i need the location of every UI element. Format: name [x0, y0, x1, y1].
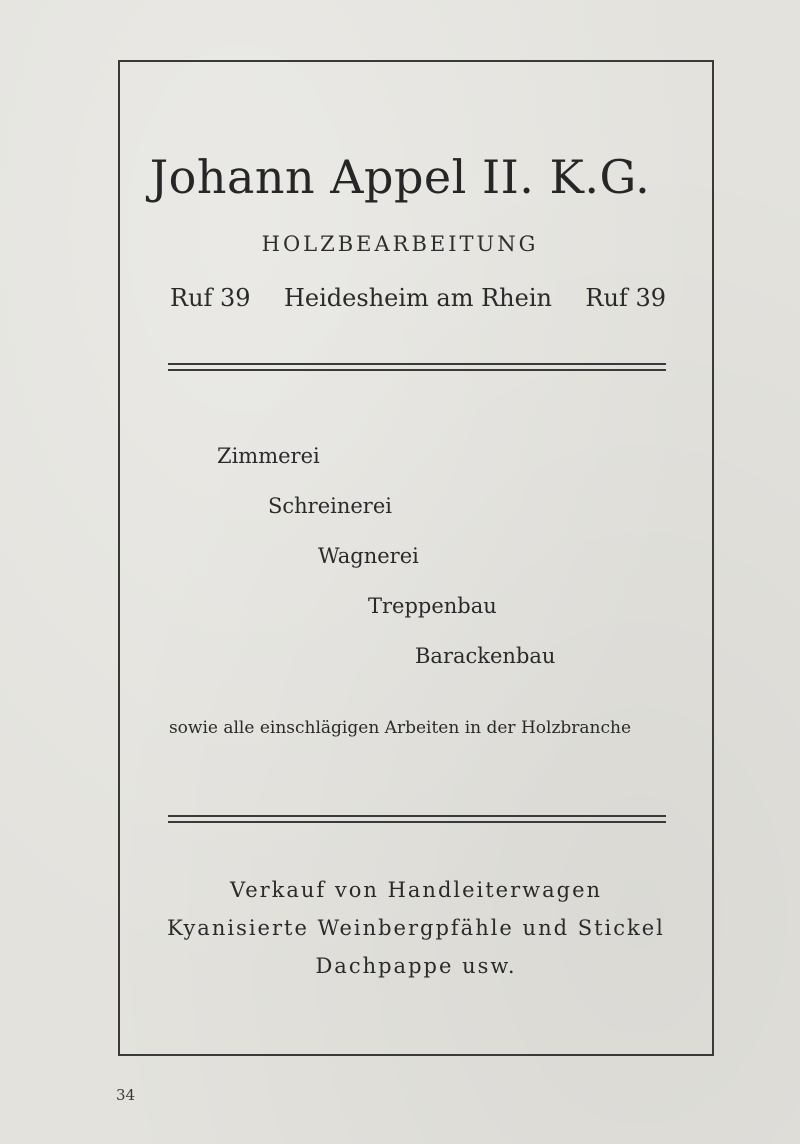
page-number: 34	[116, 1086, 136, 1104]
trade-subtitle: HOLZBEARBEITUNG	[261, 232, 539, 256]
service-item: Zimmerei	[217, 444, 320, 468]
sales-line: Kyanisierte Weinbergpfähle und Stickel	[167, 916, 665, 940]
service-item: Schreinerei	[268, 494, 392, 518]
sales-line: Verkauf von Handleiterwagen	[229, 878, 603, 902]
location: Heidesheim am Rhein	[284, 284, 552, 312]
divider-top	[168, 363, 666, 371]
service-item: Wagnerei	[318, 544, 419, 568]
sales-line: Dachpappe usw.	[315, 954, 517, 978]
services-note: sowie alle einschlägigen Arbeiten in der Holzbranche	[168, 718, 632, 738]
divider-bottom	[168, 815, 666, 823]
contact-line	[170, 284, 666, 312]
company-name: Johann Appel II. K.G.	[149, 150, 651, 204]
service-item: Barackenbau	[415, 644, 556, 668]
phone-left: Ruf 39	[170, 284, 251, 312]
phone-right: Ruf 39	[585, 284, 666, 312]
service-item: Treppenbau	[368, 594, 497, 618]
